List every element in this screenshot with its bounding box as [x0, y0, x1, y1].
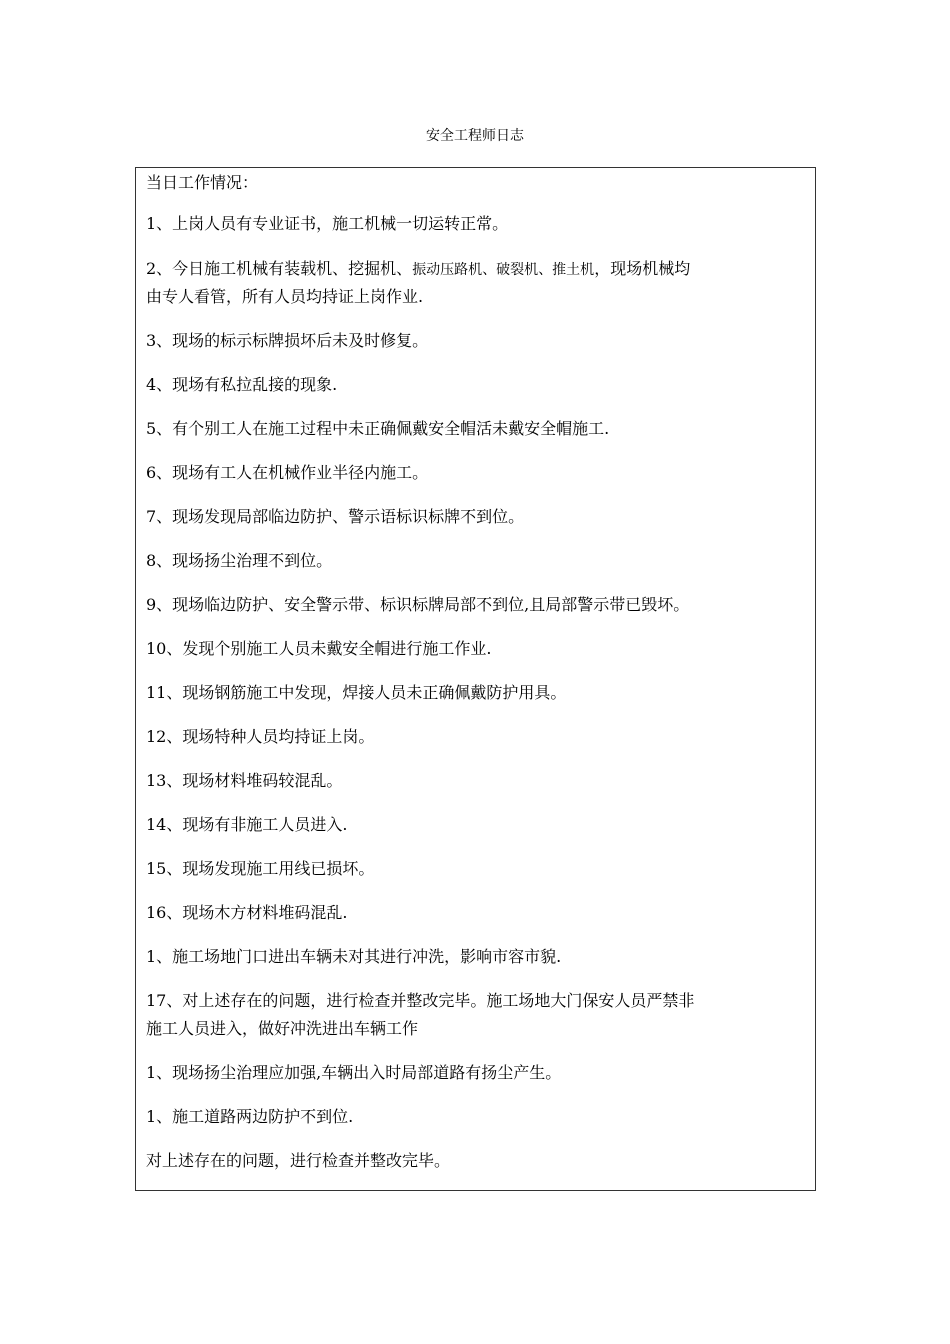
section-heading: 当日工作情况： — [146, 173, 259, 192]
log-item: 13、现场材料堆码较混乱。 — [146, 771, 343, 790]
log-item: 7、现场发现局部临边防护、警示语标识标牌不到位。 — [146, 507, 525, 526]
log-item: 9、现场临边防护、安全警示带、标识标牌局部不到位,且局部警示带已毁坏。 — [146, 595, 690, 614]
log-item: 3、现场的标示标牌损坏后未及时修复。 — [146, 331, 429, 350]
log-item: 1、施工场地门口进出车辆未对其进行冲洗，影响市容市貌. — [146, 947, 562, 966]
log-item: 6、现场有工人在机械作业半径内施工。 — [146, 463, 429, 482]
log-item: 4、现场有私拉乱接的现象. — [146, 375, 338, 394]
log-item: 2、今日施工机械有装载机、挖掘机、振动压路机、破裂机、推土机，现场机械均 — [146, 259, 691, 278]
log-item: 11、现场钢筋施工中发现，焊接人员未正确佩戴防护用具。 — [146, 683, 567, 702]
log-item-continued: 施工人员进入，做好冲洗进出车辆工作 — [146, 1019, 419, 1038]
log-item: 对上述存在的问题，进行检查并整改完毕。 — [146, 1151, 451, 1170]
document-title: 安全工程师日志 — [426, 128, 524, 144]
log-item: 17、对上述存在的问题，进行检查并整改完毕。施工场地大门保安人员严禁非 — [146, 991, 695, 1010]
log-item: 1、现场扬尘治理应加强,车辆出入时局部道路有扬尘产生。 — [146, 1063, 562, 1082]
log-item: 5、有个别工人在施工过程中未正确佩戴安全帽活未戴安全帽施工. — [146, 419, 610, 438]
log-item: 15、现场发现施工用线已损坏。 — [146, 859, 375, 878]
log-item: 16、现场木方材料堆码混乱. — [146, 903, 348, 922]
log-item: 1、上岗人员有专业证书，施工机械一切运转正常。 — [146, 214, 509, 233]
log-item: 8、现场扬尘治理不到位。 — [146, 551, 333, 570]
log-item: 12、现场特种人员均持证上岗。 — [146, 727, 375, 746]
log-item-continued: 由专人看管，所有人员均持证上岗作业. — [146, 287, 424, 306]
log-item: 10、发现个别施工人员未戴安全帽进行施工作业. — [146, 639, 492, 658]
log-item: 14、现场有非施工人员进入. — [146, 815, 348, 834]
log-item: 1、施工道路两边防护不到位. — [146, 1107, 354, 1126]
work-log-box — [135, 167, 816, 1191]
